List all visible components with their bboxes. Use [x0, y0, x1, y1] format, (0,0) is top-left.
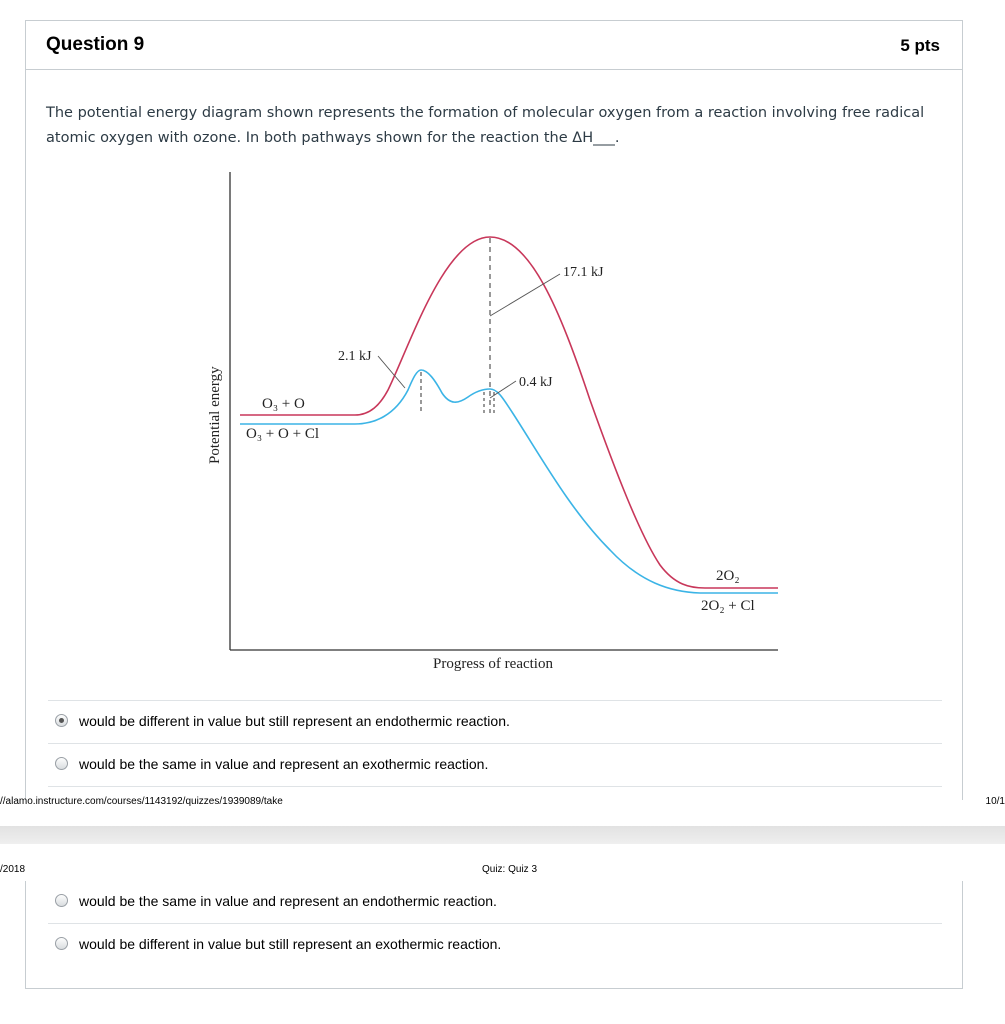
barrier-label-small-2: 0.4 kJ	[519, 375, 553, 390]
reactant-label-top: O₃ + O	[262, 396, 305, 412]
product-label-top: 2O₂	[716, 568, 740, 584]
question-text: The potential energy diagram shown represents the formation of molecular oxygen from a reaction involving free radical atomic oxygen with ozone. In both pathways shown for the reaction the ΔH___.	[46, 105, 925, 146]
radio-button[interactable]	[55, 894, 68, 907]
barrier-label-large: 17.1 kJ	[563, 265, 604, 280]
answer-label: would be different in value but still represent an exothermic reaction.	[79, 936, 502, 952]
answer-option[interactable]	[48, 881, 942, 924]
answer-label: would be the same in value and represent an endothermic reaction.	[79, 893, 497, 909]
reactant-label-bottom: O₃ + O + Cl	[246, 426, 319, 442]
x-axis-label: Progress of reaction	[433, 656, 553, 672]
print-footer-page: 10/1	[985, 796, 1005, 807]
answer-option[interactable]	[48, 923, 942, 966]
radio-button[interactable]	[55, 937, 68, 950]
question-points: 5 pts	[900, 36, 940, 55]
answer-label: would be the same in value and represent an exothermic reaction.	[79, 756, 489, 772]
product-label-bottom: 2O₂ + Cl	[701, 598, 755, 614]
print-header-date: /2018	[0, 864, 26, 875]
radio-button[interactable]	[55, 714, 68, 727]
question-title: Question 9	[46, 34, 145, 55]
question-card-continued	[25, 881, 963, 989]
barrier-label-small-1: 2.1 kJ	[338, 349, 372, 364]
catalyzed-pathway-curve	[240, 370, 778, 593]
y-axis-label: Potential energy	[207, 366, 223, 464]
print-header-title: Quiz: Quiz 3	[482, 864, 538, 875]
answer-label: would be different in value but still represent an endothermic reaction.	[79, 713, 510, 729]
page-break	[0, 826, 1005, 844]
answer-option[interactable]	[48, 743, 942, 786]
radio-button[interactable]	[55, 757, 68, 770]
uncatalyzed-pathway-curve	[240, 237, 778, 588]
answer-option[interactable]	[48, 700, 942, 743]
print-footer-url: //alamo.instructure.com/courses/1143192/quizzes/1939089/take	[0, 796, 283, 807]
